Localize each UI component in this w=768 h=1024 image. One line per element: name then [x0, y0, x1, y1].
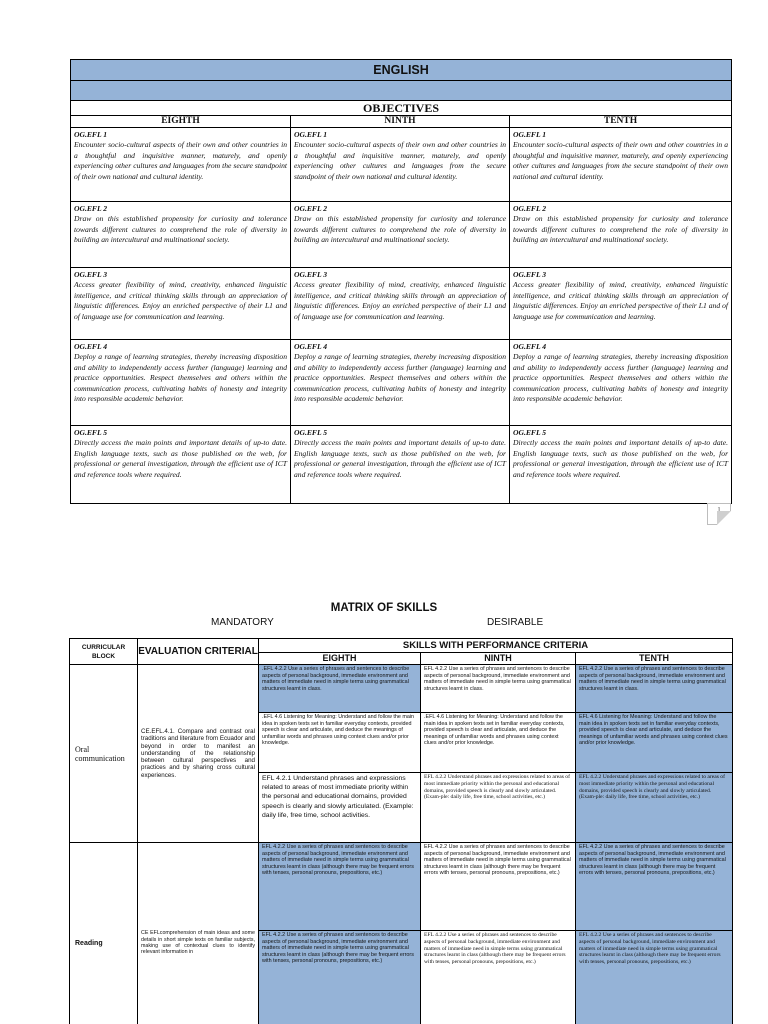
objective-code: OG.EFL 1 — [513, 130, 547, 139]
objective-code: OG.EFL 5 — [294, 428, 328, 437]
objective-code: OG.EFL 1 — [74, 130, 108, 139]
matrix-grade-tenth: TENTH — [576, 653, 733, 665]
matrix-title: MATRIX OF SKILLS — [330, 602, 438, 614]
grade-header-ninth: NINTH — [291, 116, 510, 128]
page-number: 1 — [717, 506, 721, 514]
curricular-block-header: CURRICULAR BLOCK — [70, 639, 138, 665]
objective-cell — [71, 202, 291, 268]
skill-cell: EFL 4.2.2 Understand phrases and expressions related to areas of most immediate priority within the personal and educational domains, provided speech is clearly and slowly articulated. (Exam-ple: daily life, free time, school activities, etc.) — [421, 773, 576, 843]
objective-text: Directly access the main points and important details of up-to date. English language texts, such as those published on the web, for professional or general investigation, through the efficient use of ICT and reference tools where required. — [513, 438, 729, 479]
objective-text: Encounter socio-cultural aspects of their own and other countries in a thoughtful and inquisitive manner, maturely, and openly experiencing other cultures and languages from the secure standpoint of their own national and cultural identity. — [74, 140, 287, 181]
objective-code: OG.EFL 3 — [513, 270, 547, 279]
skill-cell: .EFL 4.6 Listening for Meaning: Understand and follow the main idea in spoken texts set in familiar everyday contexts, provided speech is clear and articulate, and deduce the meanings of unfamiliar words and phrases using context clues and/or prior knowledge. — [259, 713, 421, 773]
objective-cell — [510, 202, 732, 268]
skill-cell: EFL 4.2.2 Use a series of phrases and sentences to describe aspects of personal background, immediate environment and matters of immediate need in simple terms using grammatical structures learnt in class (although there may be frequent errors with tenses, personal pronouns, prepositions, etc.) — [421, 931, 576, 1024]
objective-code: OG.EFL 4 — [74, 342, 108, 351]
grade-header-eighth: EIGHTH — [71, 116, 291, 128]
evaluation-criterial-header: EVALUATION CRITERIAL — [138, 639, 259, 665]
objective-code: OG.EFL 5 — [513, 428, 547, 437]
objective-cell — [291, 426, 510, 504]
objective-text: Encounter socio-cultural aspects of their own and other countries in a thoughtful and inquisitive manner, maturely, and openly experiencing other cultures and languages from the secure standpoint of their own national and cultural identity. — [294, 140, 506, 181]
skill-cell: EFL 4.6 Listening for Meaning: Understand and follow the main idea in spoken texts set in familiar everyday contexts, provided speech is clear and articulate, and deduce the meanings of unfamiliar words and phrases using context clues and/or prior knowledge. — [576, 713, 733, 773]
objective-cell — [71, 128, 291, 202]
grade-header-tenth: TENTH — [510, 116, 732, 128]
desirable-label: DESIRABLE — [487, 617, 544, 628]
objective-code: OG.EFL 4 — [294, 342, 328, 351]
matrix-table — [69, 638, 733, 1024]
matrix-grade-eighth: EIGHTH — [259, 653, 421, 665]
objective-text: Deploy a range of learning strategies, thereby increasing disposition and ability to independently access further (language) learning and practice opportunities. Respect themselves and others within the communication process, cultivating habits of honesty and integrity into responsible academic behavior. — [294, 352, 506, 404]
skill-cell: EFL 4.2.2 Use a series of phrases and sentences to describe aspects of personal background, immediate environment and matters of immediate need in simple terms using grammatical structures learnt in class (although there may be frequent errors with tenses, personal pronouns, prepositions, etc.) — [421, 843, 576, 931]
skill-cell: EFL 4.2.2 Understand phrases and expressions related to areas of most immediate priority within the personal and educational domains, provided speech is clearly and slowly articulated. (Exam-ple: daily life, free time, school activities, etc.) — [576, 773, 733, 843]
skills-header: SKILLS WITH PERFORMANCE CRITERIA — [259, 639, 733, 653]
objective-text: Directly access the main points and important details of up-to date. English language texts, such as those published on the web, for professional or general investigation, through the efficient use of ICT and reference tools where required. — [74, 438, 287, 479]
objective-text: Access greater flexibility of mind, creativity, enhanced linguistic intelligence, and critical thinking skills through an appreciation of linguistic differences. Enjoy an enriched perspective of their L1 and of language use for communication and learning. — [74, 280, 287, 321]
block-reading: Reading — [70, 843, 138, 1024]
skill-cell: .EFL 4.2.2 Use a series of phrases and sentences to describe aspects of personal background, immediate environment and matters of immediate need in simple terms using grammatical structures learnt in class. — [259, 665, 421, 713]
objective-text: Directly access the main points and important details of up-to date. English language texts, such as those published on the web, for professional or general investigation, through the efficient use of ICT and reference tools where required. — [294, 438, 506, 479]
objectives-title: OBJECTIVES — [71, 101, 732, 116]
objective-cell — [71, 268, 291, 340]
objective-cell — [510, 268, 732, 340]
objective-code: OG.EFL 2 — [74, 204, 108, 213]
blank-header-band — [71, 81, 732, 101]
objective-code: OG.EFL 2 — [294, 204, 328, 213]
objective-code: OG.EFL 3 — [294, 270, 328, 279]
criterion-reading: CE EFLcomprehension of main ideas and some details in short simple texts on familiar subjects, making use of contextual clues to identify relevant information in — [138, 843, 259, 1024]
criterion-oral: CE.EFL.4.1. Compare and contrast oral traditions and literature from Ecuador and beyond in order to manifest an understanding of the relationship between cultural perspectives and practices and by sharing cross cultural experiences. — [138, 665, 259, 843]
objective-cell — [510, 426, 732, 504]
objective-code: OG.EFL 3 — [74, 270, 108, 279]
objective-code: OG.EFL 4 — [513, 342, 547, 351]
skill-cell: EFL 4.2.2 Use a series of phrases and sentences to describe aspects of personal background, immediate environment and matters of immediate need in simple terms using grammatical structures learnt in class (although there may be frequent errors with tenses, personal pronouns, prepositions, etc.) — [576, 931, 733, 1024]
objective-text: Deploy a range of learning strategies, thereby increasing disposition and ability to independently access further (language) learning and practice opportunities. Respect themselves and others within the communication process, cultivating habits of honesty and integrity into responsible academic behavior. — [74, 352, 287, 404]
objective-cell — [510, 340, 732, 426]
skill-cell: .EFL 4.6 Listening for Meaning: Understand and follow the main idea in spoken texts set in familiar everyday contexts, provided speech is clear and articulate, and deduce the meanings of unfamiliar words and phrases using context clues and/or prior knowledge. — [421, 713, 576, 773]
objective-cell — [291, 268, 510, 340]
mandatory-label: MANDATORY — [211, 617, 274, 628]
objective-cell — [291, 128, 510, 202]
objective-text: Deploy a range of learning strategies, thereby increasing disposition and ability to independently access further (language) learning and practice opportunities. Respect themselves and others within the communication process, cultivating habits of honesty and integrity into responsible academic behavior. — [513, 352, 729, 404]
skill-cell: EFL 4.2.2 Use a series of phrases and sentences to describe aspects of personal background, immediate environment and matters of immediate need in simple terms using grammatical structures learnt in class. — [421, 665, 576, 713]
block-oral-communication: Oral communication — [70, 665, 138, 843]
objective-text: Draw on this established propensity for curiosity and tolerance towards different cultures to comprehend the role of diversity in building an intercultural and multinational society. — [513, 214, 729, 245]
objective-cell — [71, 340, 291, 426]
objectives-table — [70, 59, 732, 504]
objective-cell — [510, 128, 732, 202]
objective-code: OG.EFL 5 — [74, 428, 108, 437]
objective-text: Encounter socio-cultural aspects of their own and other countries in a thoughtful and inquisitive manner, maturely, and openly experiencing other cultures and languages from the secure standpoint of their own national and cultural identity. — [513, 140, 729, 181]
matrix-grade-ninth: NINTH — [421, 653, 576, 665]
skill-cell: EFL 4.2.2 Use a series of phrases and sentences to describe aspects of personal background, immediate environment and matters of immediate need in simple terms using grammatical structures learnt in class (although there may be frequent errors with tenses, personal pronouns, prepositions, etc.) — [259, 843, 421, 931]
objective-cell — [291, 202, 510, 268]
page-fold-icon — [717, 511, 731, 525]
skill-cell: EFL 4.2.1 Understand phrases and expressions related to areas of most immediate priority within the personal and educational domains, provided speech is clearly and slowly articulated. (Example: daily life, free time, school activities. — [259, 773, 421, 843]
subject-title: ENGLISH — [71, 60, 732, 81]
skill-cell: EFL 4.2.2 Use a series of phrases and sentences to describe aspects of personal background, immediate environment and matters of immediate need in simple terms using grammatical structures learnt in class. — [576, 665, 733, 713]
skill-cell: EFL 4.2.2 Use a series of phrases and sentences to describe aspects of personal background, immediate environment and matters of immediate need in simple terms using grammatical structures learnt in class (although there may be frequent errors with tenses, personal pronouns, prepositions, etc.) — [576, 843, 733, 931]
objective-text: Access greater flexibility of mind, creativity, enhanced linguistic intelligence, and critical thinking skills through an appreciation of linguistic differences. Enjoy an enriched perspective of their L1 and of language use for communication and learning. — [513, 280, 729, 321]
objective-text: Draw on this established propensity for curiosity and tolerance towards different cultures to comprehend the role of diversity in building an intercultural and multinational society. — [294, 214, 506, 245]
page-number-badge — [707, 503, 731, 525]
objective-code: OG.EFL 2 — [513, 204, 547, 213]
objective-code: OG.EFL 1 — [294, 130, 328, 139]
objective-text: Access greater flexibility of mind, creativity, enhanced linguistic intelligence, and critical thinking skills through an appreciation of linguistic differences. Enjoy an enriched perspective of their L1 and of language use for communication and learning. — [294, 280, 506, 321]
objective-cell — [291, 340, 510, 426]
skill-cell: EFL 4.2.2 Use a series of phrases and sentences to describe aspects of personal background, immediate environment and matters of immediate need in simple terms using grammatical structures learnt in class (although there may be frequent errors with tenses, personal pronouns, prepositions, etc.) — [259, 931, 421, 1024]
objective-text: Draw on this established propensity for curiosity and tolerance towards different cultures to comprehend the role of diversity in building an intercultural and multinational society. — [74, 214, 287, 245]
objective-cell — [71, 426, 291, 504]
